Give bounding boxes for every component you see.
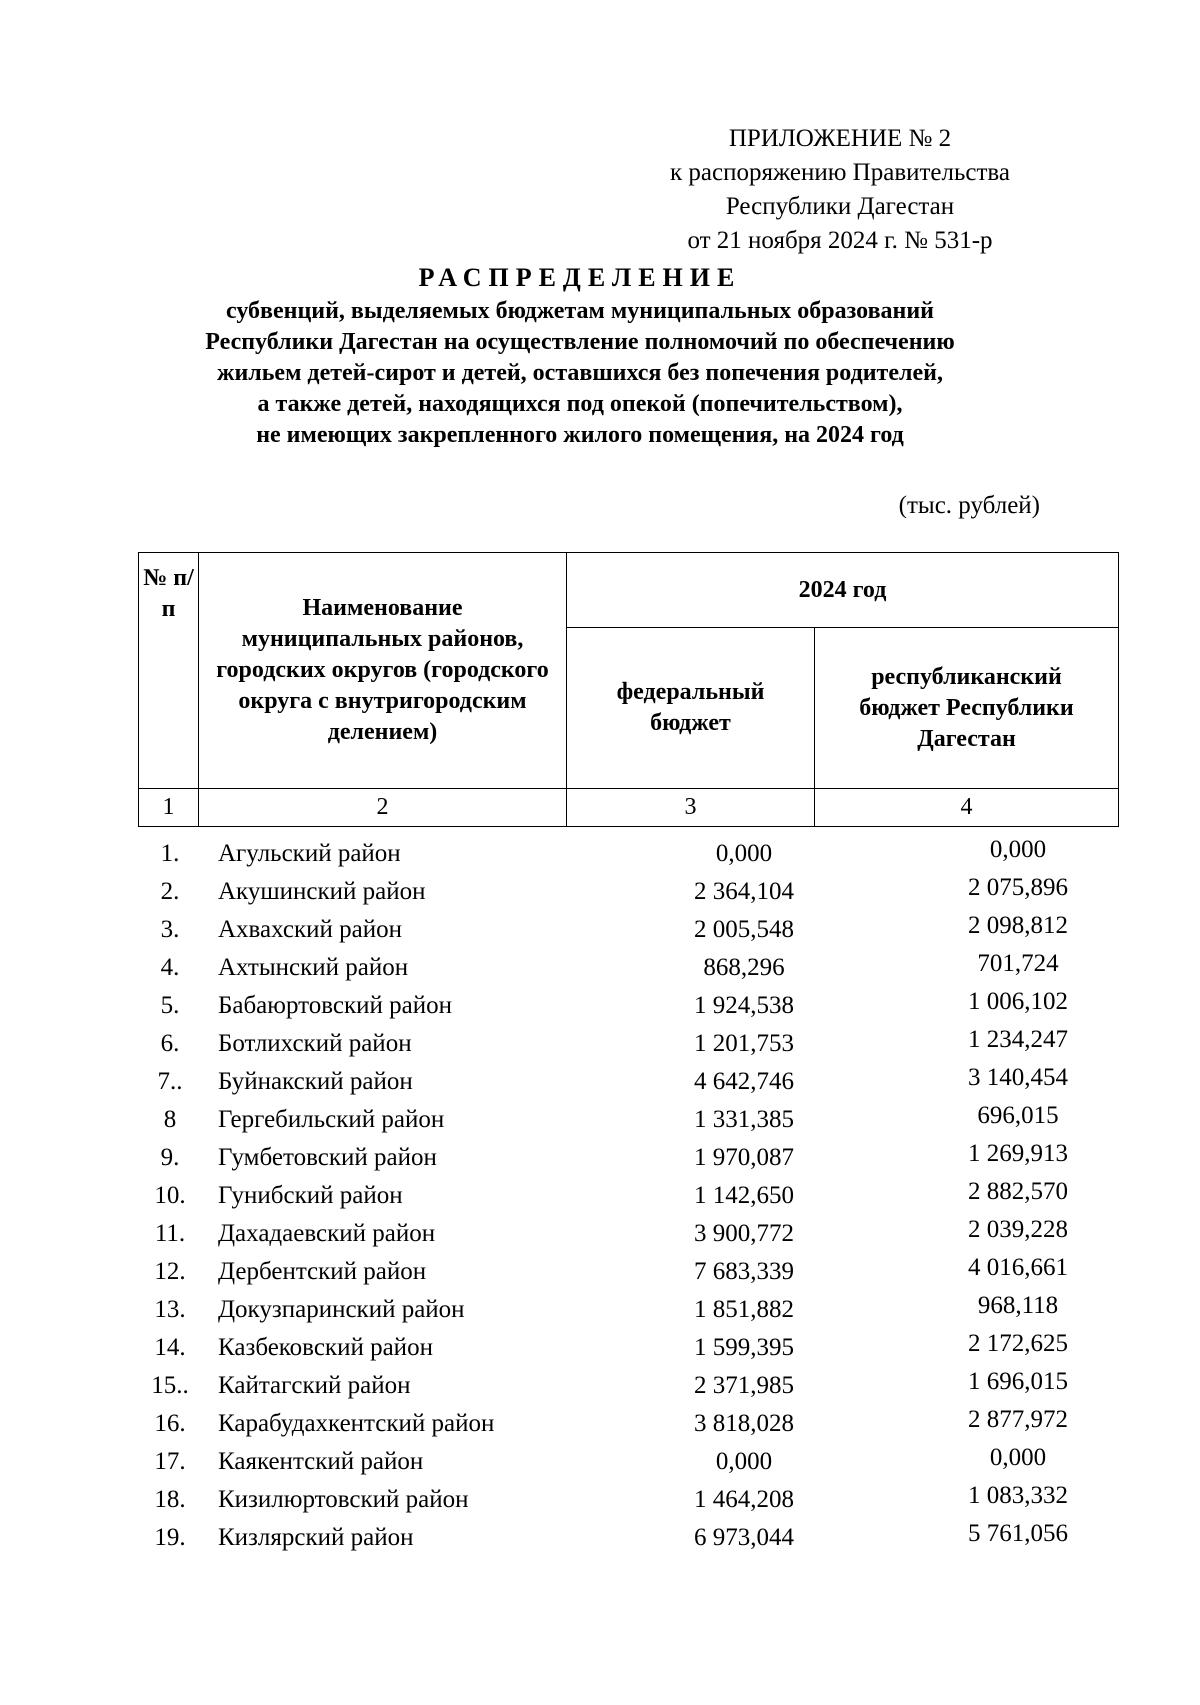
row-number: 6. xyxy=(160,1030,180,1057)
column-index: 4 xyxy=(815,788,1119,826)
row-district-name: Кизилюртовский район xyxy=(218,1486,469,1513)
row-federal-value: 868,296 xyxy=(703,954,785,981)
row-republic-value: 701,724 xyxy=(977,950,1059,977)
column-index: 2 xyxy=(199,788,567,826)
row-number: 13. xyxy=(154,1296,186,1323)
column-header-name: Наименование муниципальных районов, городских округов (городского округа с внутригородским делением) xyxy=(199,553,567,789)
table-row xyxy=(138,1101,1118,1139)
row-federal-value: 1 464,208 xyxy=(694,1486,794,1513)
table-row xyxy=(138,911,1118,949)
row-republic-value: 1 234,247 xyxy=(968,1026,1068,1053)
row-federal-value: 1 331,385 xyxy=(694,1106,794,1133)
row-number: 14. xyxy=(154,1334,186,1361)
row-federal-value: 1 599,395 xyxy=(694,1334,794,1361)
table-row xyxy=(138,1443,1118,1481)
row-number: 18. xyxy=(154,1486,186,1513)
row-federal-value: 1 924,538 xyxy=(694,992,794,1019)
row-district-name: Ахвахский район xyxy=(218,916,403,943)
subtitle-line: субвенций, выделяемых бюджетам муниципальных образований xyxy=(225,298,935,324)
column-index: 3 xyxy=(567,788,815,826)
table-row xyxy=(138,1291,1118,1329)
table-row xyxy=(138,1367,1118,1405)
row-federal-value: 4 642,746 xyxy=(694,1068,794,1095)
row-number: 16. xyxy=(154,1410,186,1437)
row-district-name: Агульский район xyxy=(218,840,401,867)
row-federal-value: 0,000 xyxy=(715,840,773,867)
row-federal-value: 2 364,104 xyxy=(694,878,794,905)
row-federal-value: 1 142,650 xyxy=(694,1182,794,1209)
row-republic-value: 1 083,332 xyxy=(968,1482,1068,1509)
row-number: 5. xyxy=(160,992,180,1019)
row-federal-value: 2 371,985 xyxy=(694,1372,794,1399)
row-district-name: Ботлихский район xyxy=(218,1030,412,1057)
row-district-name: Акушинский район xyxy=(218,878,426,905)
document-title: РАСПРЕДЕЛЕНИЕ xyxy=(418,263,742,292)
row-district-name: Кайтагский район xyxy=(218,1372,411,1399)
row-number: 8 xyxy=(163,1106,177,1133)
appendix-line: ПРИЛОЖЕНИЕ № 2 xyxy=(728,125,952,152)
table-row xyxy=(138,1177,1118,1215)
row-number: 3. xyxy=(160,916,180,943)
row-federal-value: 3 818,028 xyxy=(694,1410,794,1437)
row-republic-value: 968,118 xyxy=(977,1292,1059,1319)
row-republic-value: 696,015 xyxy=(977,1102,1059,1129)
row-federal-value: 1 851,882 xyxy=(694,1296,794,1323)
subtitle-line: не имеющих закрепленного жилого помещения, на 2024 год xyxy=(256,422,904,448)
row-district-name: Дербентский район xyxy=(218,1258,427,1285)
row-republic-value: 3 140,454 xyxy=(968,1064,1068,1091)
row-republic-value: 2 098,812 xyxy=(968,912,1068,939)
row-number: 4. xyxy=(160,954,180,981)
appendix-line: от 21 ноября 2024 г. № 531-р xyxy=(687,227,993,254)
table-row xyxy=(138,1481,1118,1519)
table-row xyxy=(138,987,1118,1025)
column-header-year: 2024 год xyxy=(567,553,1119,628)
column-header-number: № п/п xyxy=(139,553,199,789)
row-number: 17. xyxy=(154,1448,186,1475)
table-header xyxy=(138,552,1119,827)
table-row xyxy=(138,1025,1118,1063)
table-row xyxy=(138,873,1118,911)
row-district-name: Бабаюртовский район xyxy=(218,992,452,1019)
document-subtitle xyxy=(90,296,1070,451)
row-republic-value: 2 877,972 xyxy=(968,1406,1068,1433)
row-republic-value: 2 882,570 xyxy=(968,1178,1068,1205)
row-number: 15.. xyxy=(151,1372,189,1399)
table-row xyxy=(138,1063,1118,1101)
row-district-name: Докузпаринский район xyxy=(218,1296,465,1323)
row-district-name: Дахадаевский район xyxy=(218,1220,436,1247)
row-number: 2. xyxy=(160,878,180,905)
table-row xyxy=(138,1329,1118,1367)
row-district-name: Буйнакский район xyxy=(218,1068,413,1095)
row-number: 19. xyxy=(154,1524,186,1551)
subtitle-line: жильем детей-сирот и детей, оставшихся без попечения родителей, xyxy=(217,360,943,386)
table-row xyxy=(138,1405,1118,1443)
row-republic-value: 1 696,015 xyxy=(968,1368,1068,1395)
table-body xyxy=(138,835,1118,1557)
row-district-name: Кизлярский район xyxy=(218,1524,414,1551)
row-district-name: Карабудахкентский район xyxy=(218,1410,495,1437)
row-district-name: Казбековский район xyxy=(218,1334,433,1361)
row-republic-value: 2 039,228 xyxy=(968,1216,1068,1243)
row-number: 11. xyxy=(154,1220,186,1247)
row-district-name: Гумбетовский район xyxy=(218,1144,437,1171)
row-federal-value: 1 201,753 xyxy=(694,1030,794,1057)
row-district-name: Каякентский район xyxy=(218,1448,424,1475)
table-row xyxy=(138,1519,1118,1557)
row-federal-value: 0,000 xyxy=(715,1448,773,1475)
row-number: 12. xyxy=(154,1258,186,1285)
appendix-line: к распоряжению Правительства xyxy=(669,159,1010,186)
subtitle-line: а также детей, находящихся под опекой (попечительством), xyxy=(257,391,903,417)
row-number: 9. xyxy=(160,1144,180,1171)
row-republic-value: 5 761,056 xyxy=(968,1520,1068,1547)
row-federal-value: 2 005,548 xyxy=(694,916,794,943)
appendix-header xyxy=(620,122,1060,258)
row-republic-value: 4 016,661 xyxy=(968,1254,1068,1281)
row-number: 7.. xyxy=(157,1068,183,1095)
table-row xyxy=(138,1139,1118,1177)
row-district-name: Гунибский район xyxy=(218,1182,403,1209)
subtitle-line: Республики Дагестан на осуществление полномочий по обеспечению xyxy=(205,329,955,355)
table-row xyxy=(138,835,1118,873)
row-republic-value: 1 006,102 xyxy=(968,988,1068,1015)
row-republic-value: 2 075,896 xyxy=(968,874,1068,901)
row-republic-value: 1 269,913 xyxy=(968,1140,1068,1167)
row-number: 10. xyxy=(154,1182,186,1209)
row-republic-value: 0,000 xyxy=(989,1444,1047,1471)
row-federal-value: 7 683,339 xyxy=(694,1258,794,1285)
row-district-name: Гергебильский район xyxy=(218,1106,445,1133)
table-row xyxy=(138,1215,1118,1253)
row-district-name: Ахтынский район xyxy=(218,954,409,981)
row-federal-value: 1 970,087 xyxy=(694,1144,794,1171)
row-republic-value: 0,000 xyxy=(989,836,1047,863)
row-number: 1. xyxy=(160,840,180,867)
row-republic-value: 2 172,625 xyxy=(968,1330,1068,1357)
column-header-federal: федеральный бюджет xyxy=(567,628,815,789)
row-federal-value: 3 900,772 xyxy=(694,1220,794,1247)
column-header-republic: республиканский бюджет Республики Дагестан xyxy=(815,628,1119,789)
table-row xyxy=(138,949,1118,987)
column-index: 1 xyxy=(139,788,199,826)
table-row xyxy=(138,1253,1118,1291)
units-label: (тыс. рублей) xyxy=(898,492,1040,519)
appendix-line: Республики Дагестан xyxy=(725,193,955,220)
row-federal-value: 6 973,044 xyxy=(694,1524,794,1551)
